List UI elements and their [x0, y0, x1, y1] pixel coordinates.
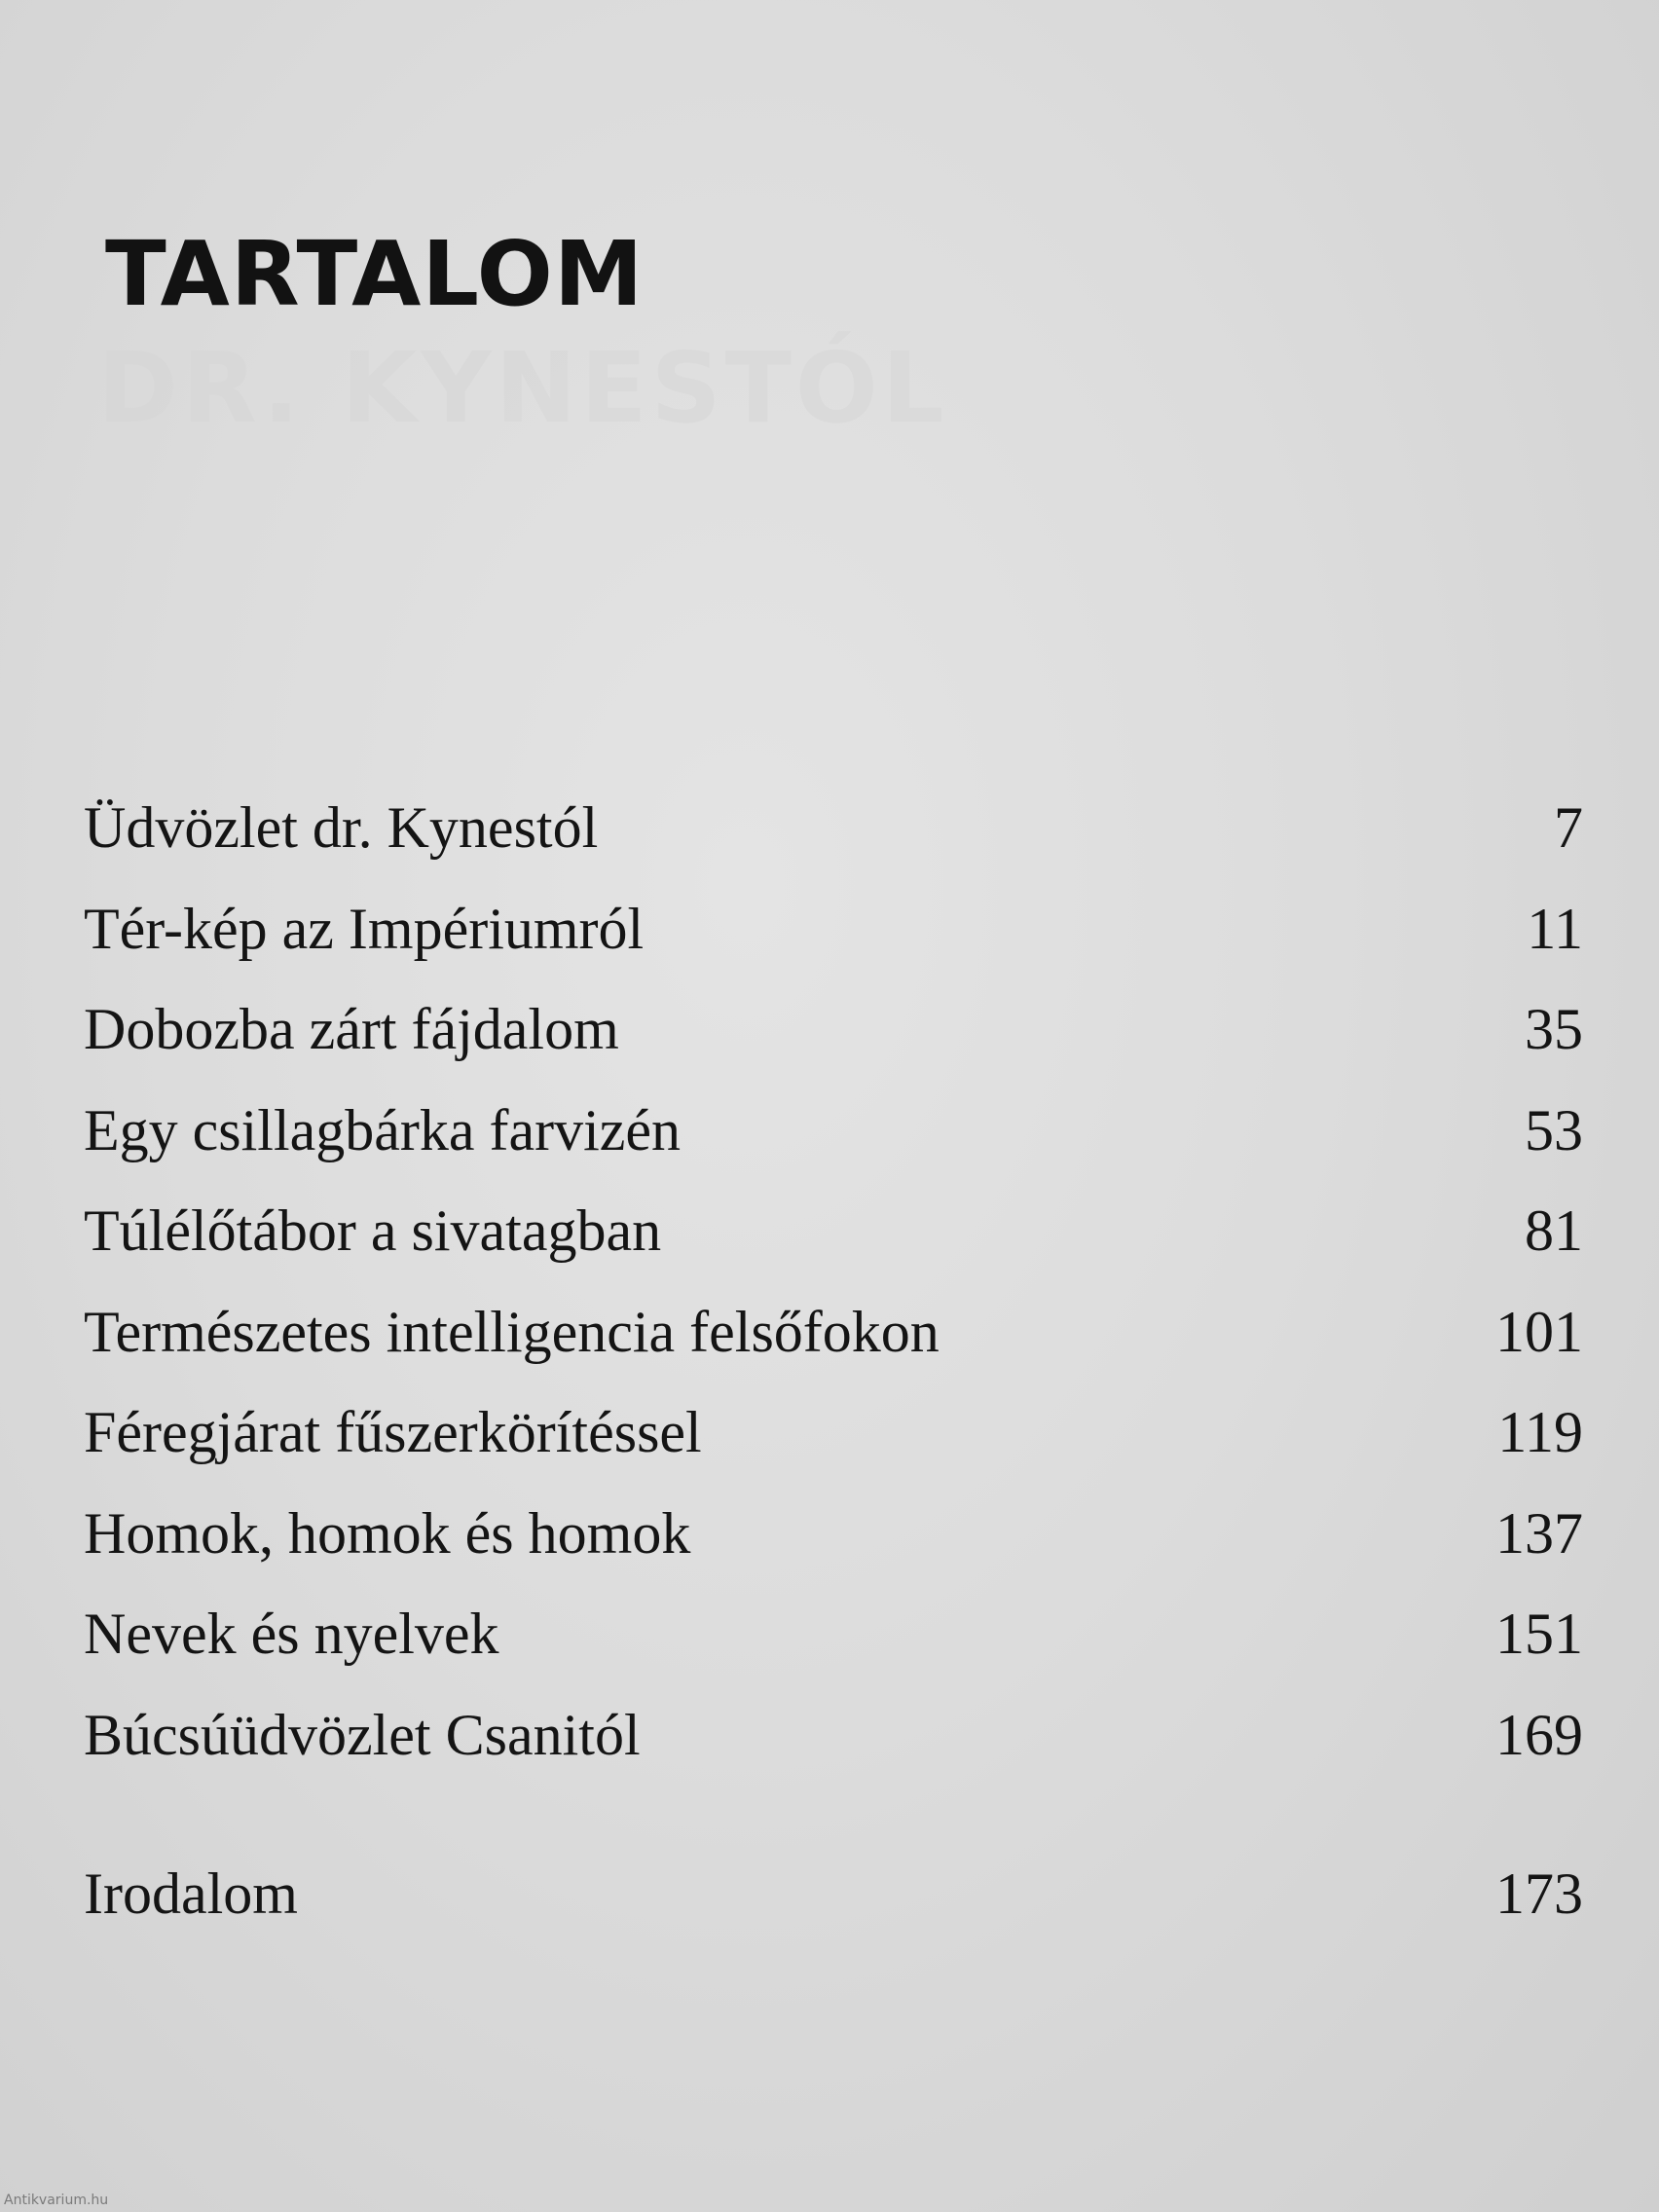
toc-entry-title: Tér-kép az Impériumról — [84, 896, 645, 961]
table-of-contents — [84, 779, 1583, 1946]
toc-entry-title: Üdvözlet dr. Kynestól — [84, 795, 599, 860]
toc-entry-page: 35 — [1525, 997, 1583, 1061]
toc-entry-page: 173 — [1495, 1862, 1583, 1926]
toc-entry-page: 151 — [1495, 1602, 1583, 1666]
toc-entry-page: 81 — [1525, 1198, 1583, 1263]
toc-entry — [84, 880, 1583, 981]
toc-entry-title: Egy csillagbárka farvizén — [84, 1097, 682, 1162]
toc-entry — [84, 1585, 1583, 1686]
toc-entry — [84, 980, 1583, 1082]
toc-entry-title: Homok, homok és homok — [84, 1500, 691, 1566]
toc-entry-title: Irodalom — [84, 1862, 298, 1926]
toc-entry-title: Búcsúüdvözlet Csanitól — [84, 1702, 641, 1767]
toc-entry-title: Féregjárat fűszerkörítéssel — [84, 1400, 702, 1464]
toc-entry-title: Túlélőtábor a sivatagban — [84, 1198, 662, 1263]
toc-entry-title: Dobozba zárt fájdalom — [84, 997, 619, 1061]
toc-entry-page: 119 — [1497, 1400, 1583, 1464]
toc-entry — [84, 1485, 1583, 1586]
toc-entry-page: 11 — [1527, 896, 1583, 961]
toc-entry — [84, 1283, 1583, 1384]
toc-entry — [84, 1082, 1583, 1183]
toc-entry — [84, 779, 1583, 880]
toc-entry-page: 7 — [1554, 795, 1583, 860]
page-title: TARTALOM — [105, 221, 645, 326]
toc-entry-page: 137 — [1495, 1500, 1583, 1566]
toc-entry-page: 53 — [1525, 1097, 1583, 1162]
toc-entry-bibliography — [84, 1845, 1583, 1946]
toc-entry — [84, 1686, 1583, 1788]
toc-entry-page: 101 — [1495, 1299, 1583, 1364]
watermark: Antikvarium.hu — [4, 2193, 109, 2208]
show-through-text: DR. KYNESTÓL — [97, 331, 948, 445]
toc-entry — [84, 1182, 1583, 1283]
toc-entry — [84, 1383, 1583, 1485]
toc-entry-title: Természetes intelligencia felsőfokon — [84, 1299, 940, 1364]
toc-entry-page: 169 — [1495, 1702, 1583, 1767]
toc-entry-title: Nevek és nyelvek — [84, 1602, 499, 1666]
